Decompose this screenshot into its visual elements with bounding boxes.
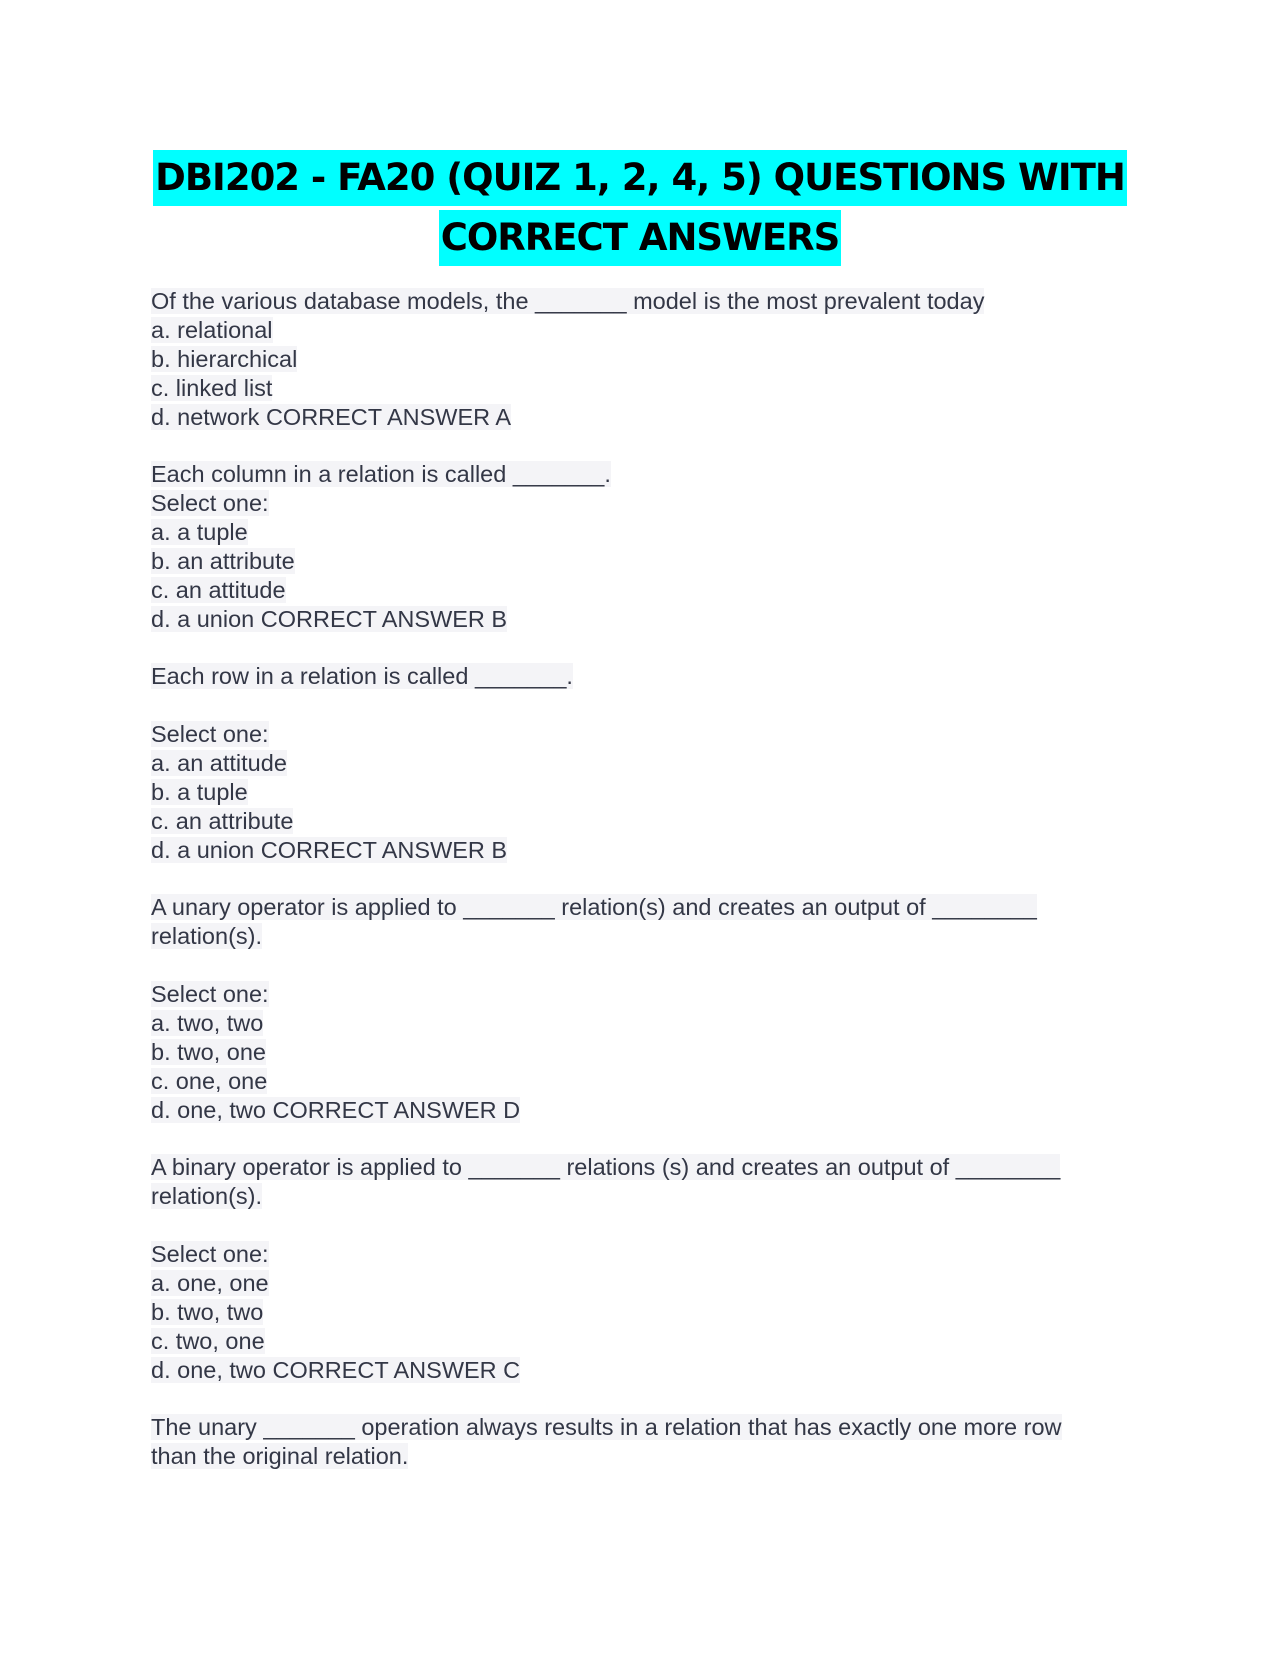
question-stem-line-1: A binary operator is applied to _______ relations (s) and creates an output of ________ (151, 1154, 1061, 1180)
option-d-answer: d. a union CORRECT ANSWER B (151, 606, 508, 632)
option-c: c. one, one (151, 1068, 268, 1094)
option-b: b. hierarchical (151, 346, 298, 372)
question-stem-line-2: relation(s). (151, 923, 263, 949)
option-c: c. linked list (151, 375, 273, 401)
option-d-answer: d. a union CORRECT ANSWER B (151, 837, 508, 863)
question-stem: Each column in a relation is called _______. (151, 461, 611, 487)
question-stem: Each row in a relation is called _______. (151, 663, 573, 689)
select-one-label: Select one: (151, 721, 269, 747)
question-2 (151, 460, 1151, 634)
option-a: a. a tuple (151, 519, 248, 545)
option-b: b. two, two (151, 1299, 264, 1325)
option-a: a. relational (151, 317, 273, 343)
option-c: c. an attribute (151, 808, 294, 834)
document-title (120, 148, 1160, 268)
select-one-label: Select one: (151, 1241, 269, 1267)
option-b: b. two, one (151, 1039, 266, 1065)
option-d-answer: d. one, two CORRECT ANSWER D (151, 1097, 521, 1123)
select-one-label: Select one: (151, 490, 269, 516)
question-5 (151, 1153, 1151, 1385)
option-a: a. an attitude (151, 750, 287, 776)
question-stem-line-2: relation(s). (151, 1183, 263, 1209)
question-1 (151, 287, 1151, 432)
option-d-answer: d. network CORRECT ANSWER A (151, 404, 511, 430)
option-b: b. an attribute (151, 548, 295, 574)
title-line-2: CORRECT ANSWERS (439, 210, 842, 266)
option-c: c. an attitude (151, 577, 286, 603)
question-3 (151, 662, 1151, 865)
questions-list (151, 287, 1151, 1499)
option-c: c. two, one (151, 1328, 265, 1354)
option-a: a. two, two (151, 1010, 264, 1036)
question-stem-line-1: The unary _______ operation always results in a relation that has exactly one more row (151, 1414, 1062, 1440)
option-d-answer: d. one, two CORRECT ANSWER C (151, 1357, 521, 1383)
question-stem-line-2: than the original relation. (151, 1443, 409, 1469)
question-6 (151, 1413, 1151, 1471)
question-4 (151, 893, 1151, 1125)
title-line-1: DBI202 - FA20 (QUIZ 1, 2, 4, 5) QUESTIONS WITH (153, 150, 1127, 206)
select-one-label: Select one: (151, 981, 269, 1007)
question-stem: Of the various database models, the _______ model is the most prevalent today (151, 288, 985, 314)
question-stem-line-1: A unary operator is applied to _______ relation(s) and creates an output of ________ (151, 894, 1037, 920)
option-b: b. a tuple (151, 779, 248, 805)
option-a: a. one, one (151, 1270, 269, 1296)
